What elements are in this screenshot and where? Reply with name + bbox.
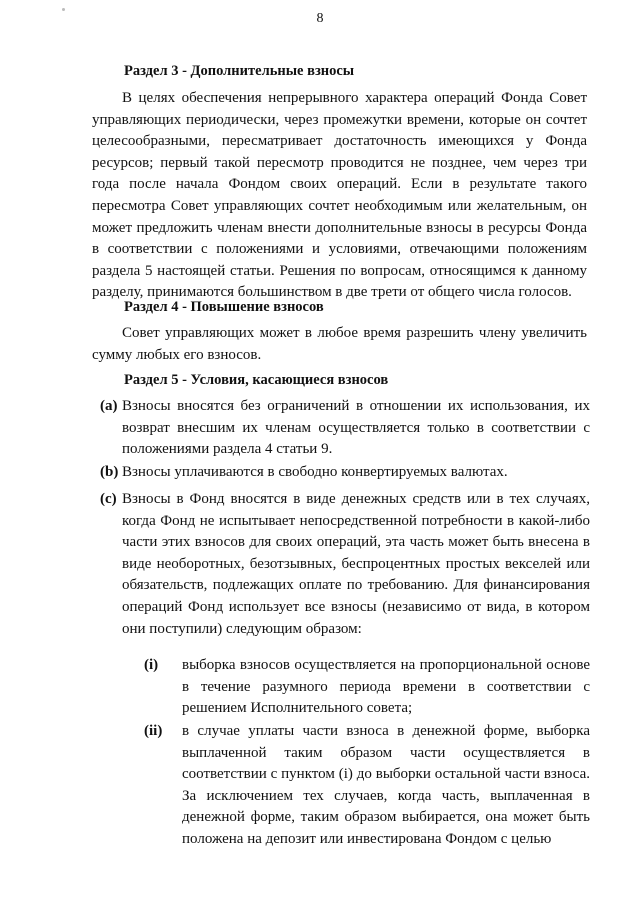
subclause-marker: (i)	[144, 657, 159, 673]
clause-marker: (a)	[100, 398, 118, 414]
clause-text: Взносы в Фонд вносятся в виде денежных средств или в тех случаях, когда Фонд не испытывает непосредственной потребности в какой-либо части этих взносов для своих операций, эта часть может быть внесена в виде необоротных, безотзывных, беспроцентных простых векселей или обязательств, подлежащих оплате по требованию. Для финансирования операций Фонд использует все взносы (независимо от вида, в котором они поступили) следующим образом:	[122, 491, 590, 637]
section-3-text: В целях обеспечения непрерывного характера операций Фонда Совет управляющих периодически, через промежутки времени, которые он сочтет целесообразными, пересматривает достаточность имеющихся у Фонда ресурсов; первый такой пересмотр проводится не позднее, чем через три года после начала Фондом своих операций. Если в результате такого пересмотра Совет управляющих сочтет необходимым или желательным, он может предложить членам внести дополнительные взносы в ресурсы Фонда в соответствии с положениями и условиями, отвечающими положениям раздела 5 настоящей статьи. Решения по вопросам, относящимся к данному разделу, принимаются большинством в две трети от общего числа голосов.	[92, 90, 587, 301]
clause-marker: (c)	[100, 491, 117, 507]
section-4-text: Совет управляющих может в любое время разрешить члену увеличить сумму любых его взносов.	[92, 325, 587, 363]
subclause-text: выборка взносов осуществляется на пропорциональной основе в течение разумного периода времени в соответствии с решением Исполнительного совета;	[182, 657, 590, 717]
clause-marker: (b)	[100, 464, 119, 480]
clause-text: Взносы вносятся без ограничений в отношении их использования, их возврат внесшим их членам осуществляется только в соответствии с положениями раздела 4 статьи 9.	[122, 398, 590, 458]
page-number: 8	[316, 11, 324, 26]
subclause-marker: (ii)	[144, 723, 163, 739]
subclause-text: в случае уплаты части взноса в денежной форме, выборка выплаченной таким образом части осуществляется в соответствии с пунктом (i) до выборки остальной части взноса. За исключением тех случаев, когда часть, выплаченная в денежной форме, таким образом выбирается, она может быть положена на депозит или инвестирована Фондом с целью	[182, 723, 590, 847]
section-4-heading: Раздел 4 - Повышение взносов	[124, 299, 324, 315]
clause-text: Взносы уплачиваются в свободно конвертируемых валютах.	[122, 464, 508, 480]
section-3-heading: Раздел 3 - Дополнительные взносы	[124, 63, 355, 79]
section-5-heading: Раздел 5 - Условия, касающиеся взносов	[124, 372, 389, 388]
